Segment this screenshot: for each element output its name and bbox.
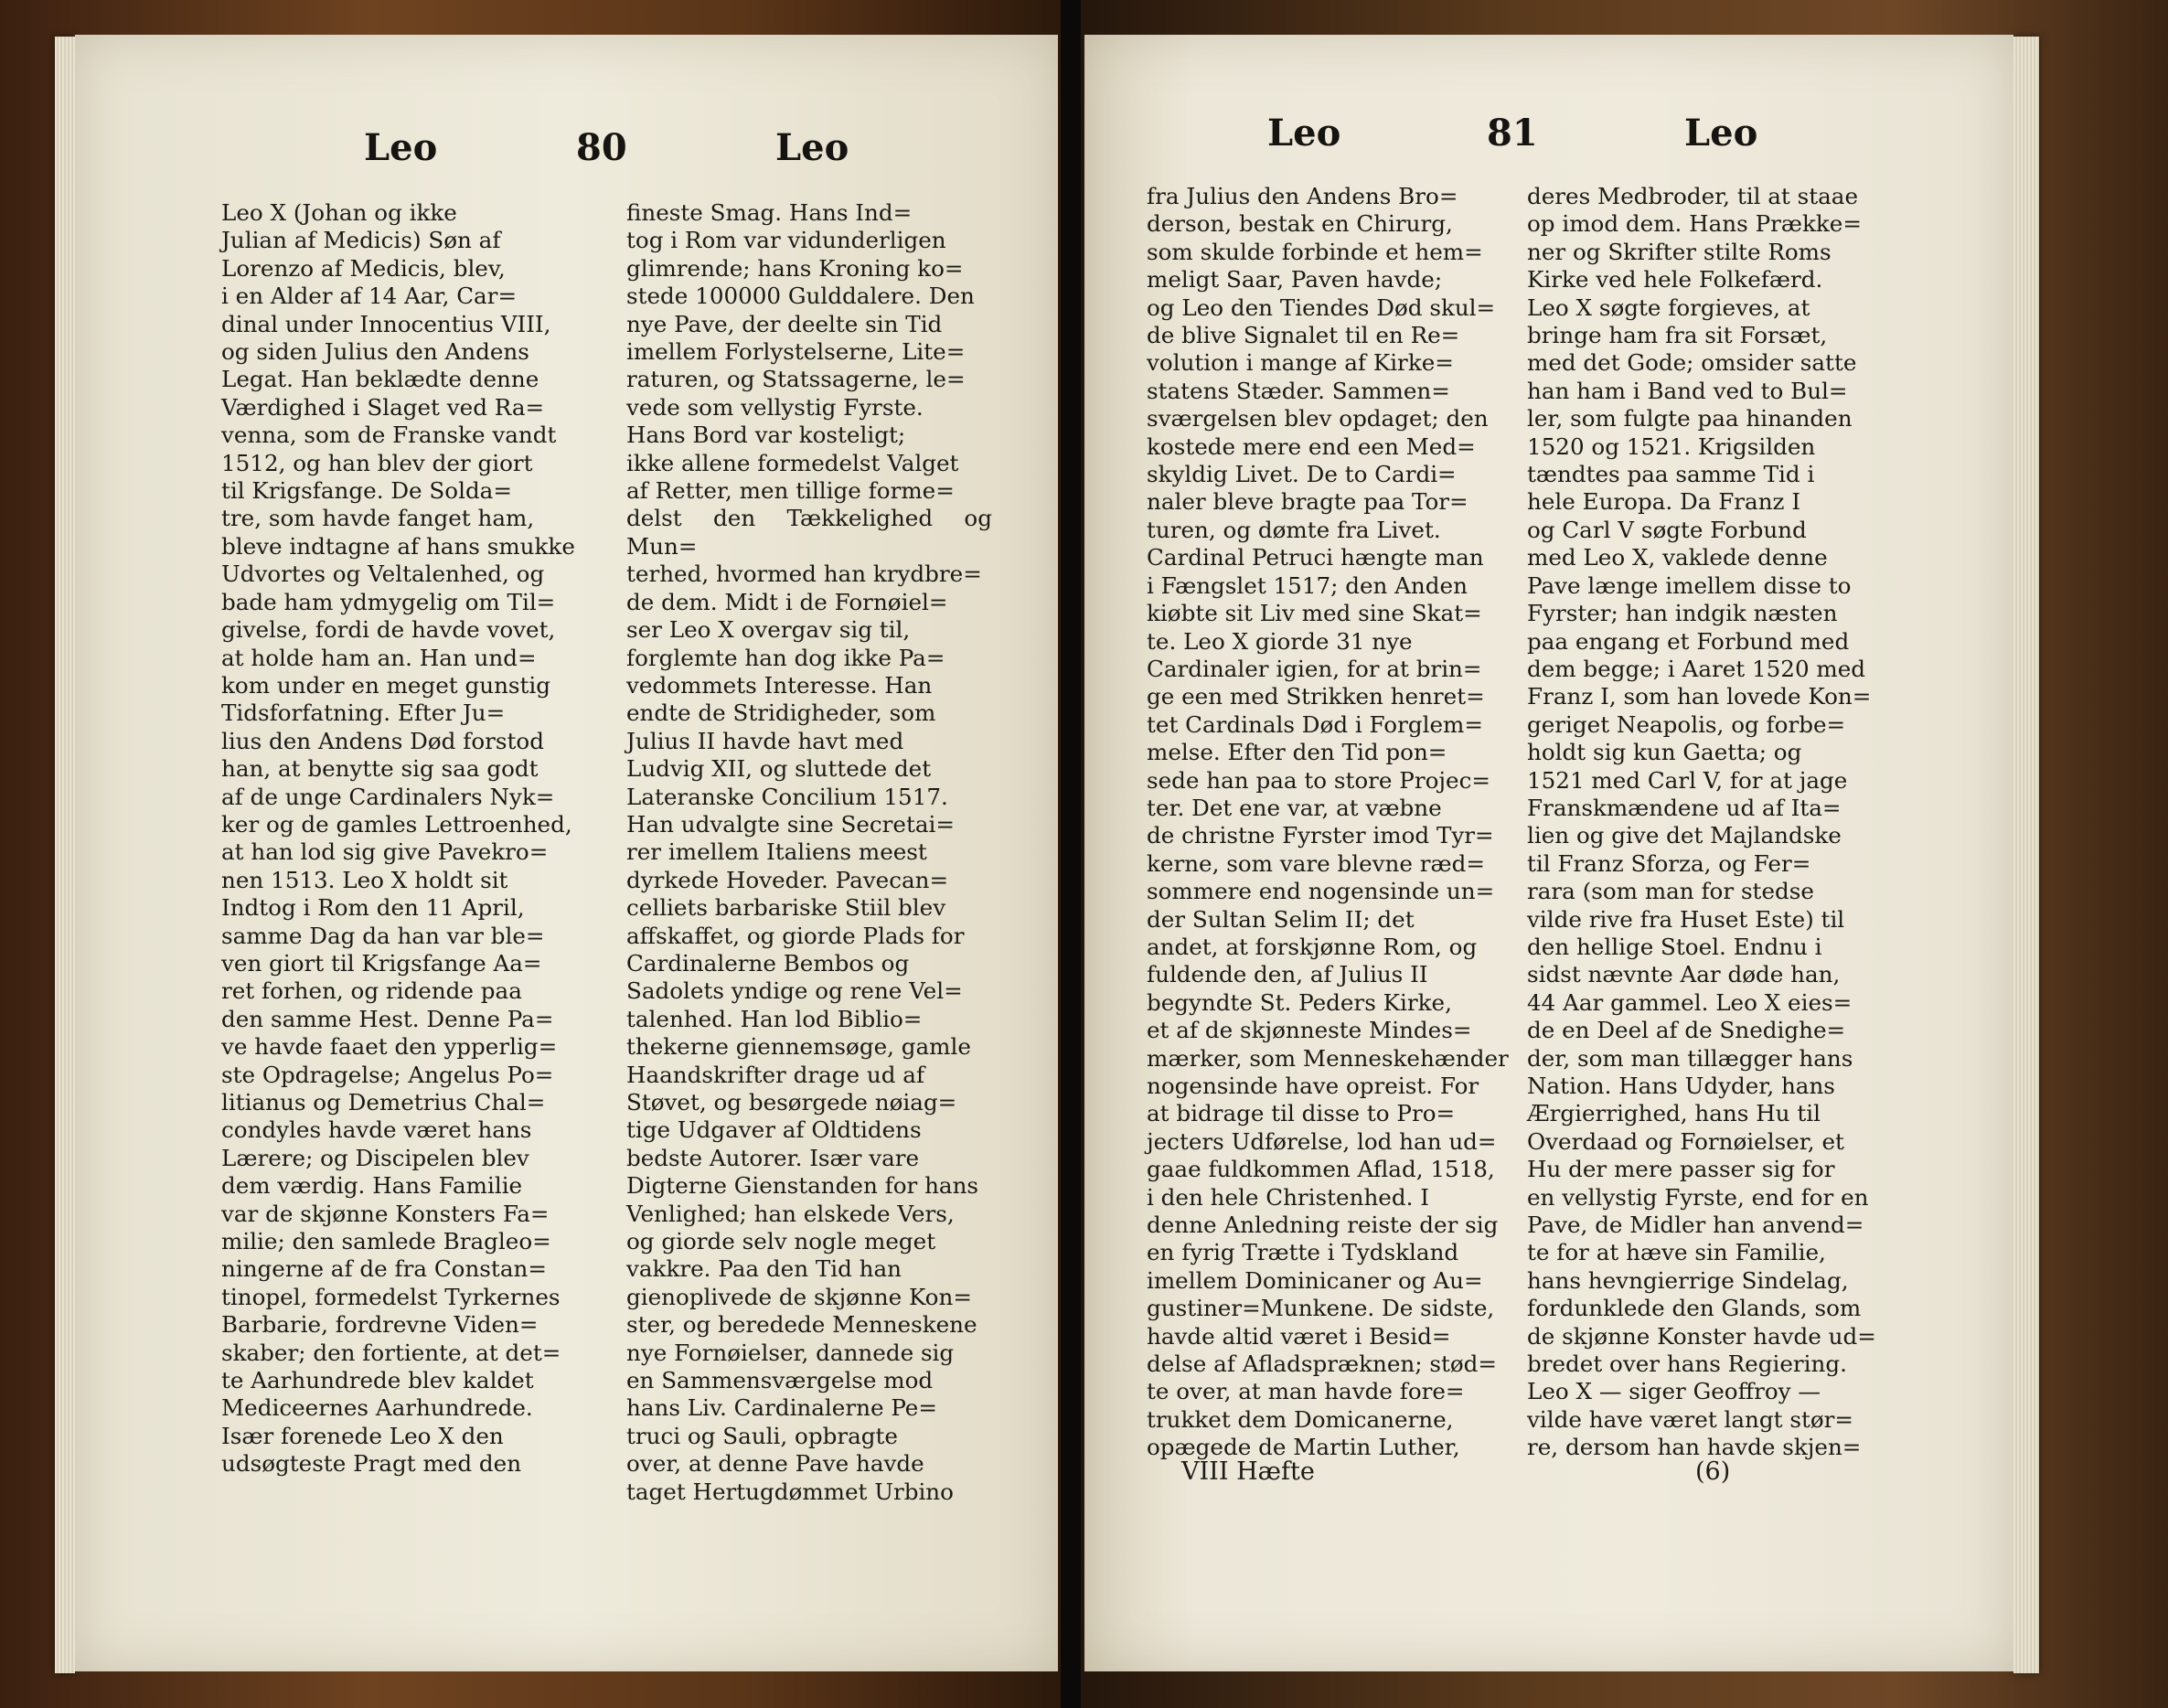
text-column-2: fineste Smag. Hans Ind= tog i Rom var vidunderligen glimrende; hans Kroning ko= stede 100000 Gulddalere. Den nye Pave, der deelte sin Tid imellem Forlystelserne, Lite= raturen, og Statssagerne, le= vede som vellystig Fyrste. Hans Bord var kosteligt; ikke allene formedelst Valget af Retter, men tillige forme= delst den Tækkelighed og Mun= terhed, hvormed han krydbre= de dem. Midt i de Fornøiel= ser Leo X overgav sig til, forglemte han dog ikke Pa= vedommets Interesse. Han endte de Stridigheder, som Julius II havde havt med Ludvig XII, og sluttede det Lateranske Concilium 1517. Han udvalgte sine Secretai= rer imellem Italiens meest dyrkede Hoveder. Pavecan= celliets barbariske Stiil blev affskaffet, og giorde Plads for Cardinalerne Bembos og Sadolets yndige og rene Vel= talenhed. Han lod Biblio= thekerne giennemsøge, gamle Haandskrifter drage ud af Støvet, og besørgede nøiag= tige Udgaver af Oldtidens bedste Autorer. Især vare Digterne Gienstanden for hans Venlighed; han elskede Vers, og giorde selv nogle meget vakkre. Paa den Tid han gienoplivede de skjønne Kon= ster, og beredede Menneskene nye Fornøielser, dannede sig en Sammensværgelse mod hans Liv. Cardinalerne Pe= truci og Sauli, opbragte over, at denne Pave havde taget Hertugdømmet Urbino [626, 199, 992, 1505]
running-head-left: Leo [364, 126, 438, 169]
text-column-1: fra Julius den Andens Bro= derson, bestak en Chirurg, som skulde forbinde et hem= meligt Saar, Paven havde; og Leo den Tiendes Død skul= de blive Signalet til en Re= volution i mange af Kirke= statens Stæder. Sammen= sværgelsen blev opdaget; den kostede mere end een Med= skyldig Livet. De to Cardi= naler bleve bragte paa Tor= turen, og dømte fra Livet. Cardinal Petruci hængte man i Fængslet 1517; den Anden kiøbte sit Liv med sine Skat= te. Leo X giorde 31 nye Cardinaler igien, for at brin= ge een med Strikken henret= tet Cardinals Død i Forglem= melse. Efter den Tid pon= sede han paa to store Projec= ter. Det ene var, at væbne de christne Fyrster imod Tyr= kerne, som vare blevne ræd= sommere end nogensinde un= der Sultan Selim II; det andet, at forskjønne Rom, og fuldende den, af Julius II begyndte St. Peders Kirke, et af de skjønneste Mindes= mærker, som Menneskehænder nogensinde have opreist. For at bidrage til disse to Pro= jecters Udførelse, lod han ud= gaae fuldkommen Aflad, 1518, i den hele Christenhed. I denne Anledning reiste der sig en fyrig Trætte i Tydskland imellem Dominicaner og Au= gustiner=Munkene. De sidste, havde altid været i Besid= delse af Afladspræknen; stød= te over, at man havde fore= trukket dem Domicanerne, opægede de Martin Luther, [1147, 183, 1509, 1461]
running-head-right: Leo [775, 126, 849, 169]
text-column-1: Leo X (Johan og ikke Julian af Medicis) Søn af Lorenzo af Medicis, blev, i en Alder af 14 Aar, Car= dinal under Innocentius VIII, og siden Julius den Andens Legat. Han beklædte denne Værdighed i Slaget ved Ra= venna, som de Franske vandt 1512, og han blev der giort til Krigsfange. De Solda= tre, som havde fanget ham, bleve indtagne af hans smukke Udvortes og Veltalenhed, og bade ham ydmygelig om Til= givelse, fordi de havde vovet, at holde ham an. Han und= kom under en meget gunstig Tidsforfatning. Efter Ju= lius den Andens Død forstod han, at benytte sig saa godt af de unge Cardinalers Nyk= ker og de gamles Lettroenhed, at han lod sig give Pavekro= nen 1513. Leo X holdt sit Indtog i Rom den 11 April, samme Dag da han var ble= ven giort til Krigsfange Aa= ret forhen, og ridende paa den samme Hest. Denne Pa= ve havde faaet den ypperlig= ste Opdragelse; Angelus Po= litianus og Demetrius Chal= condyles havde været hans Lærere; og Discipelen blev dem værdig. Hans Familie var de skjønne Konsters Fa= milie; den samlede Bragleo= ningerne af de fra Constan= tinopel, formedelst Tyrkernes Barbarie, fordrevne Viden= skaber; den fortiente, at det= te Aarhundrede blev kaldet Mediceernes Aarhundrede. Især forenede Leo X den udsøgteste Pragt med den [221, 199, 575, 1478]
right-page [1084, 35, 2013, 1671]
signature-mark: (6) [1695, 1457, 1731, 1486]
page-edges-left [55, 37, 75, 1673]
signature-label: VIII Hæfte [1181, 1457, 1315, 1486]
left-page [75, 35, 1058, 1671]
page-number: 81 [1487, 112, 1538, 155]
running-head-left: Leo [1267, 112, 1341, 155]
page-number: 80 [576, 126, 627, 169]
running-head-right: Leo [1684, 112, 1758, 155]
page-edges-right [2013, 37, 2039, 1673]
text-column-2: deres Medbroder, til at staae op imod dem. Hans Prække= ner og Skrifter stilte Roms Kirke ved hele Folkefærd. Leo X søgte forgieves, at bringe ham fra sit Forsæt, med det Gode; omsider satte han ham i Band ved to Bul= ler, som fulgte paa hinanden 1520 og 1521. Krigsilden tændtes paa samme Tid i hele Europa. Da Franz I og Carl V søgte Forbund med Leo X, vaklede denne Pave længe imellem disse to Fyrster; han indgik næsten paa engang et Forbund med dem begge; i Aaret 1520 med Franz I, som han lovede Kon= geriget Neapolis, og forbe= holdt sig kun Gaetta; og 1521 med Carl V, for at jage Franskmændene ud af Ita= lien og give det Majlandske til Franz Sforza, og Fer= rara (som man for stedse vilde rive fra Huset Este) til den hellige Stoel. Endnu i sidst nævnte Aar døde han, 44 Aar gammel. Leo X eies= de en Deel af de Snedighe= der, som man tillægger hans Nation. Hans Udyder, hans Ærgierrighed, hans Hu til Overdaad og Fornøielser, et Hu der mere passer sig for en vellystig Fyrste, end for en Pave, de Midler han anvend= te for at hæve sin Familie, hans hevngierrige Sindelag, fordunklede den Glands, som de skjønne Konster havde ud= bredet over hans Regiering. Leo X — siger Geoffroy — vilde have været langt stør= re, dersom han havde skjen= [1527, 183, 1876, 1461]
book-gutter [1061, 0, 1081, 1708]
